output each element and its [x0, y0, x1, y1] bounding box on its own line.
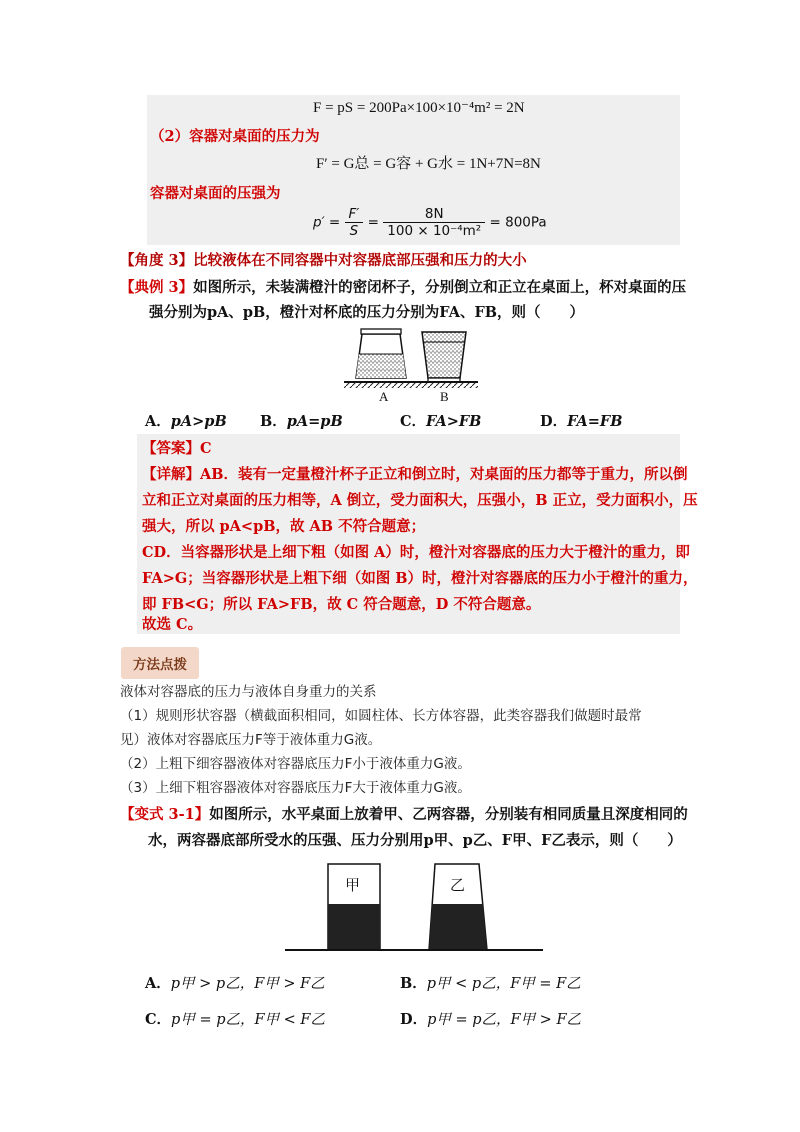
fig-label-b: B	[440, 389, 449, 404]
detail-line-3: 强大，所以 pA<pB，故 AB 不符合题意；	[142, 518, 426, 535]
eq3-result: = 800Pa	[489, 214, 547, 231]
detail-line-7: 故选 C。	[142, 616, 203, 633]
container-yi-icon	[429, 864, 487, 950]
detail-line-6: 即 FB<G；所以 FA>FB，故 C 符合题意，D 不符合题意。	[142, 596, 541, 613]
angle3-header	[120, 248, 527, 274]
variant31-line1	[120, 802, 688, 828]
fraction-denominator: S	[349, 223, 359, 239]
example3-tag: 【典例 3】	[120, 279, 194, 296]
fraction-denominator-value: 100 × 10⁻⁴m²	[387, 223, 482, 239]
variant-option-a-text: p甲 > p乙，F甲 > F乙	[170, 976, 325, 992]
equation-total-force: F′ = G总 = G容 + G水 = 1N+7N=8N	[316, 156, 541, 172]
fraction-f-over-s	[345, 206, 364, 239]
method-line-2: （1）规则形状容器（横截面积相同，如圆柱体、长方体容器，此类容器我们做题时最常	[120, 708, 642, 724]
fig-label-yi: 乙	[450, 876, 466, 894]
cup-b-icon	[422, 332, 466, 382]
detail-line-1: 【详解】AB．装有一定量橙汁杯子正立和倒立时，对桌面的压力都等于重力，所以倒	[142, 466, 688, 483]
example3-line1	[120, 275, 686, 301]
fraction-numerator-value: 8N	[383, 206, 485, 223]
fig-label-a: A	[379, 389, 389, 404]
method-line-5: （3）上细下粗容器液体对容器底压力F大于液体重力G液。	[120, 780, 471, 796]
variant31-text1: 如图所示，水平桌面上放着甲、乙两容器，分别装有相同质量且深度相同的	[209, 806, 688, 823]
containers-figure	[283, 858, 545, 954]
example3-line2: 强分别为pA、pB，橙汁对杯底的压力分别为FA、FB，则（ ）	[149, 304, 585, 321]
variant-option-b-letter: B．	[400, 975, 427, 992]
option-a-text: pA>pB	[170, 413, 227, 430]
option-b-text: pA=pB	[286, 413, 343, 430]
option-c-letter: C．	[400, 413, 427, 430]
method-badge: 方法点拨	[121, 647, 199, 679]
variant31-tag: 【变式 3-1】	[120, 806, 210, 823]
step3-label: 容器对桌面的压强为	[150, 185, 281, 202]
option-d[interactable]	[540, 410, 622, 431]
detail-line-2: 立和正立对桌面的压力相等，A 倒立，受力面积大，压强小，B 正立，受力面积小，压	[142, 492, 698, 509]
method-line-3: 见）液体对容器底压力F等于液体重力G液。	[120, 732, 382, 748]
angle3-tag: 【角度 3】	[120, 252, 194, 269]
variant-option-a[interactable]	[145, 972, 325, 993]
variant-option-b-text: p甲 < p乙，F甲 = F乙	[426, 976, 581, 992]
variant-option-c-letter: C．	[145, 1011, 172, 1028]
eq3-lhs: p′ =	[313, 214, 345, 231]
variant-option-d-letter: D．	[400, 1011, 428, 1028]
example3-text1: 如图所示，未装满橙汁的密闭杯子，分别倒立和正立在桌面上，杯对桌面的压	[193, 279, 687, 296]
variant-option-a-letter: A．	[145, 975, 171, 992]
option-a[interactable]	[145, 410, 227, 431]
equation-pressure-force: F = pS = 200Pa×100×10⁻⁴m² = 2N	[313, 100, 525, 116]
option-a-letter: A．	[145, 413, 171, 430]
option-d-letter: D．	[540, 413, 568, 430]
method-line-4: （2）上粗下细容器液体对容器底压力F小于液体重力G液。	[120, 756, 471, 772]
container-jia-icon	[328, 864, 380, 950]
variant-option-b[interactable]	[400, 972, 581, 993]
option-b-letter: B．	[260, 413, 287, 430]
variant-option-c[interactable]	[145, 1008, 325, 1029]
variant-option-d[interactable]	[400, 1008, 581, 1029]
cups-figure	[340, 326, 480, 404]
angle3-title: 比较液体在不同容器中对容器底部压强和压力的大小	[193, 252, 527, 269]
equation-pressure-fraction: p′ = $\frac{F'}{S}$ = $\frac{8N}{\text{100 × 10⁻⁴m²}}$ = 800Pa	[313, 206, 547, 239]
step2-label: （2）容器对桌面的压力为	[150, 128, 320, 145]
detail-line-4: CD．当容器形状是上细下粗（如图 A）时，橙汁对容器底的压力大于橙汁的重力，即	[142, 544, 690, 561]
fig-label-jia: 甲	[345, 876, 361, 894]
option-d-text: FA=FB	[567, 413, 623, 430]
fraction-numerator: F′	[345, 206, 364, 223]
option-c-text: FA>FB	[426, 413, 482, 430]
option-b[interactable]	[260, 410, 343, 431]
fraction-values	[383, 206, 485, 239]
option-c[interactable]	[400, 410, 481, 431]
variant-option-d-text: p甲 = p乙，F甲 > F乙	[427, 1012, 581, 1028]
cup-a-icon	[356, 329, 406, 378]
method-line-1: 液体对容器底的压力与液体自身重力的关系	[120, 684, 377, 700]
detail-line-5: FA>G；当容器形状是上粗下细（如图 B）时，橙汁对容器底的压力小于橙汁的重力，	[142, 570, 698, 587]
variant-option-c-text: p甲 = p乙，F甲 < F乙	[171, 1012, 325, 1028]
answer-line: 【答案】C	[142, 440, 212, 457]
variant31-line2: 水，两容器底部所受水的压强、压力分别用p甲、p乙、F甲、F乙表示，则（ ）	[148, 832, 682, 849]
